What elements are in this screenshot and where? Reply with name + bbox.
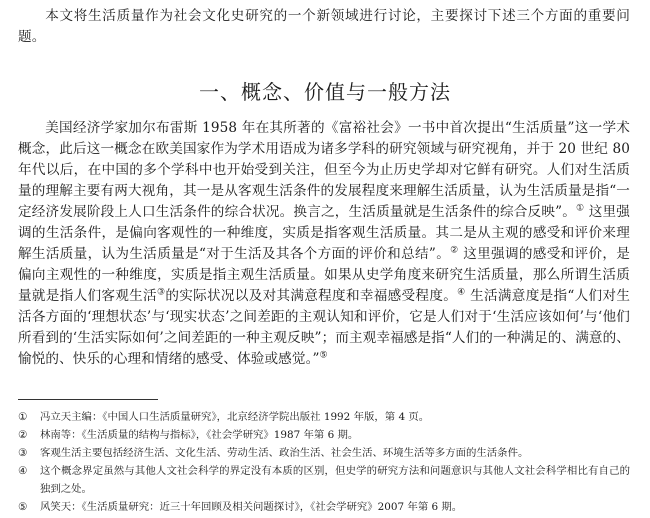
- main-text-part-5: 生活满意度是指“人们对生活各方面的‘理想状态’与‘现实状态’之间差距的主观认知和评价，它是人们对于‘生活应该如何’与‘他们所看到的‘生活实际如何’之间差距的一种主观反映”；而主观幸福感是指“人们的一种满足的、满意的、愉悦的、快乐的心理和情绪的感受、体验或感觉。”: [18, 288, 631, 367]
- footnote-ref-2[interactable]: ②: [450, 245, 459, 256]
- main-text-part-1: 美国经济学家加尔布雷斯 1958 年在其所著的《富裕社会》一书中首次提出“生活质量”这一学术概念，此后这一概念在欧美国家作为学术用语成为诸多学科的研究领域与研究视角，并于 20 世纪 80 年代以后，在中国的多个学科中也开始受到关注，但至今为止历史学却对它鲜有研究。人们对生活质量的理解主要有两大视角，其一是从客观生活条件的发展程度来理解生活质量，认为生活质量是指“一定经济发展阶段上人口生活条件的综合状况。换言之，生活质量就是生活条件的综合反映”。: [18, 120, 630, 220]
- footnote-item: [18, 462, 630, 498]
- section-heading: 一、概念、价值与一般方法: [199, 80, 451, 104]
- main-text-part-4: 的实际状况以及对其满意程度和幸福感受程度。: [165, 288, 458, 304]
- intro-text: 本文将生活质量作为社会文化史研究的一个新领域进行讨论，主要探讨下述三个方面的重要问题。: [18, 8, 630, 45]
- footnote-text: 风笑天：《生活质量研究：近三十年回顾及相关问题探讨》，《社会学研究》2007 年第 6 期。: [40, 501, 463, 513]
- footnote-mark: ③: [18, 447, 28, 459]
- footnote-item: [18, 408, 630, 426]
- footnote-ref-5[interactable]: ⑤: [319, 350, 328, 361]
- footnote-text: 林南等：《生活质量的结构与指标》，《社会学研究》1987 年第 6 期。: [40, 429, 359, 441]
- footnote-mark: ②: [18, 429, 28, 441]
- footnote-ref-3[interactable]: ③: [156, 287, 166, 298]
- main-text-part-2: 这里强调的生活条件，是偏向客观性的一种维度，实质是指客观生活质量。其二是从主观的感受和评价来理解生活质量，认为生活质量是“对于生活及其各个方面的评价和总结”。: [18, 204, 630, 262]
- intro-paragraph: [18, 6, 630, 48]
- footnote-text: 冯立天主编：《中国人口生活质量研究》，北京经济学院出版社 1992 年版，第 4 页。: [40, 411, 430, 423]
- footnote-text: 客观生活主要包括经济生活、文化生活、劳动生活、政治生活、社会生活、环境生活等多方面的生活条件。: [40, 447, 529, 459]
- footnote-mark: ④: [18, 465, 28, 477]
- footnote-ref-4[interactable]: ④: [457, 287, 466, 298]
- footnote-mark: ⑤: [18, 501, 28, 513]
- main-text-part-3: 这里强调的感受和评价，是偏向主观性的一种维度，实质是指主观生活质量。如果从史学角度来研究生活质量，那么所谓生活质量就是指人们客观生活: [18, 246, 631, 304]
- footnote-mark: ①: [18, 411, 28, 423]
- footnote-item: [18, 426, 630, 444]
- footnote-list: [18, 408, 630, 516]
- footnote-item: [18, 444, 630, 462]
- footnote-item: [18, 498, 630, 516]
- footnote-divider: [18, 399, 158, 400]
- main-paragraph: [18, 118, 630, 370]
- footnote-text: 这个概念界定虽然与其他人文社会科学的界定没有本质的区别，但史学的研究方法和问题意识与其他人文社会科学相比有自己的独到之处。: [40, 465, 630, 495]
- footnote-ref-1[interactable]: ①: [576, 203, 585, 214]
